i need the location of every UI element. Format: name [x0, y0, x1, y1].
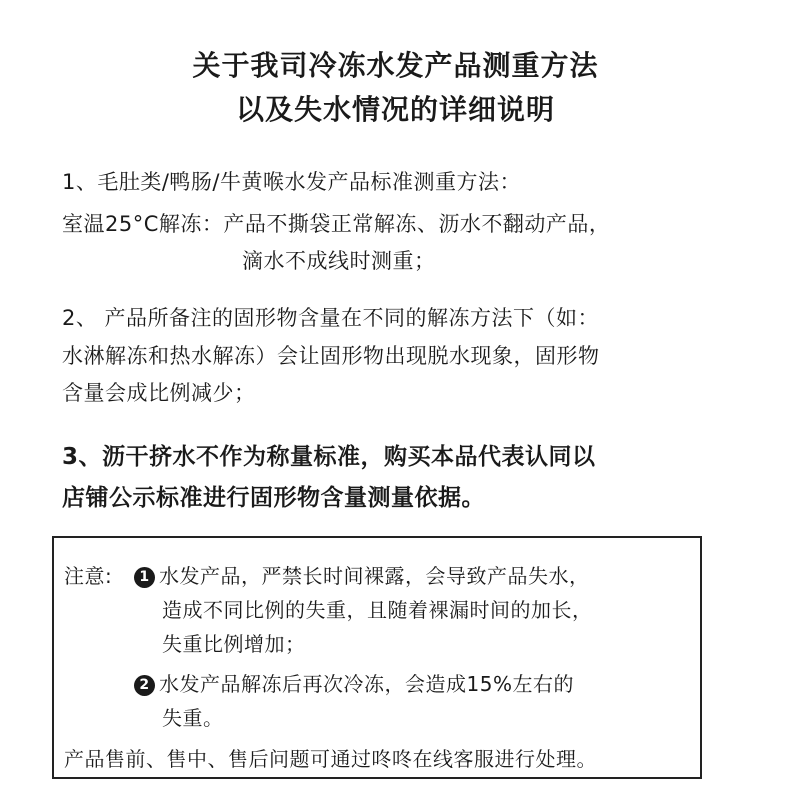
number-1-icon: 1 — [134, 567, 155, 588]
section-2-line-3: 含量会成比例减少； — [62, 381, 256, 405]
section-2-line-1: 2、 产品所备注的固形物含量在不同的解冻方法下（如： — [62, 306, 600, 330]
notice-item-1-text: 水发产品，严禁长时间裸露，会导致产品失水， — [159, 564, 590, 588]
section-1-heading: 1、毛肚类/鸭肠/牛黄喉水发产品标准测重方法： — [62, 170, 522, 194]
notice-item-2-line-2: 失重。 — [162, 706, 224, 730]
notice-item-1-line-3: 失重比例增加； — [162, 632, 306, 656]
section-2-line-2: 水淋解冻和热水解冻）会让固形物出现脱水现象，固形物 — [62, 344, 600, 368]
page-title-line-2: 以及失水情况的详细说明 — [235, 93, 555, 126]
notice-item-1-line-2: 造成不同比例的失重，且随着裸漏时间的加长， — [162, 598, 593, 622]
section-3-line-2: 店铺公示标准进行固形物含量测量依据。 — [62, 485, 485, 511]
notice-footer: 产品售前、售中、售后问题可通过咚咚在线客服进行处理。 — [64, 747, 597, 771]
notice-box — [52, 536, 702, 779]
section-3-line-1: 3、沥干挤水不作为称量标准，购买本品代表认同以 — [62, 444, 596, 470]
page-title-line-1: 关于我司冷冻水发产品测重方法 — [192, 49, 599, 82]
notice-item-2-line-1 — [134, 668, 574, 697]
section-1-line-2: 滴水不成线时测重； — [242, 249, 436, 273]
notice-item-2-text: 水发产品解冻后再次冷冻，会造成15%左右的 — [159, 672, 574, 696]
number-2-icon: 2 — [134, 675, 155, 696]
notice-label: 注意: — [64, 564, 113, 588]
notice-item-1-line-1 — [134, 560, 590, 589]
section-1-line-1: 室温25°C解冻：产品不撕袋正常解冻、沥水不翻动产品， — [62, 212, 611, 236]
